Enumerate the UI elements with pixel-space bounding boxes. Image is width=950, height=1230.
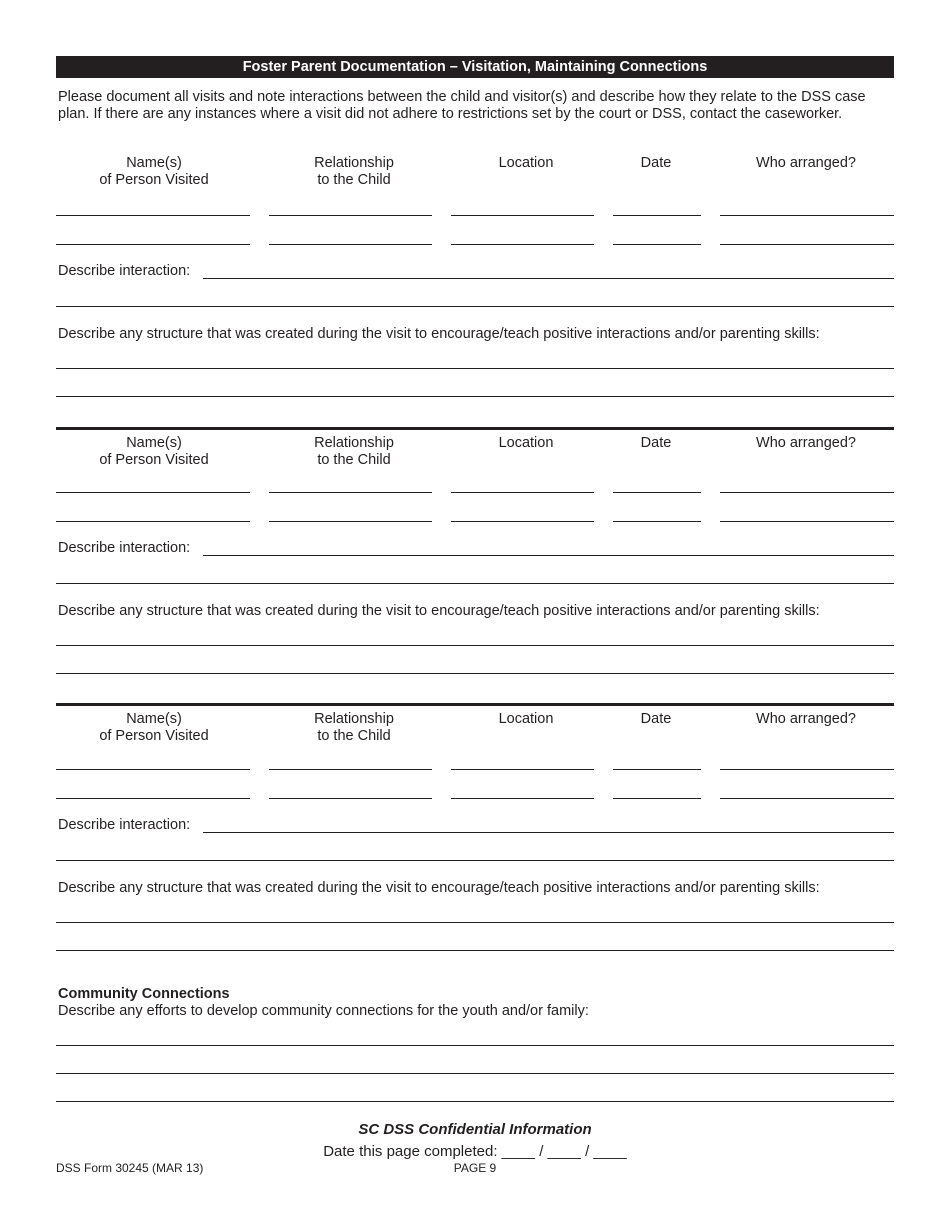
column-header-who-arranged: Who arranged? — [756, 711, 856, 727]
community-connections-heading: Community Connections — [58, 986, 230, 1002]
who-arranged-entry-line[interactable] — [720, 521, 894, 522]
describe-interaction-label: Describe interaction: — [58, 540, 191, 556]
interaction-entry-line[interactable] — [203, 278, 894, 279]
column-header-date: Date — [640, 435, 672, 451]
form-number: DSS Form 30245 (MAR 13) — [56, 1161, 204, 1175]
relationship-entry-line[interactable] — [269, 798, 432, 799]
location-entry-line[interactable] — [451, 521, 594, 522]
describe-interaction-label: Describe interaction: — [58, 817, 191, 833]
column-header-date: Date — [640, 711, 672, 727]
column-header-who-arranged: Who arranged? — [756, 435, 856, 451]
relationship-entry-line[interactable] — [269, 244, 432, 245]
form-page — [56, 0, 894, 1230]
date-entry-line[interactable] — [613, 798, 701, 799]
community-entry-line[interactable] — [56, 1045, 894, 1046]
interaction-entry-line[interactable] — [56, 860, 894, 861]
structure-entry-line[interactable] — [56, 645, 894, 646]
structure-entry-line[interactable] — [56, 396, 894, 397]
column-header-location: Location — [498, 155, 554, 171]
relationship-entry-line[interactable] — [269, 215, 432, 216]
name-entry-line[interactable] — [56, 769, 250, 770]
community-entry-line[interactable] — [56, 1101, 894, 1102]
instructions-text: Please document all visits and note interactions between the child and visitor(s) and describe how they relate to the DSS case plan. If there are any instances where a visit did not adhere to restrictions set by the court or DSS, contact the caseworker. — [58, 89, 866, 122]
visit-block-3 — [56, 703, 894, 976]
who-arranged-entry-line[interactable] — [720, 215, 894, 216]
name-entry-line[interactable] — [56, 798, 250, 799]
relationship-entry-line[interactable] — [269, 521, 432, 522]
location-entry-line[interactable] — [451, 769, 594, 770]
date-entry-line[interactable] — [613, 492, 701, 493]
name-entry-line[interactable] — [56, 521, 250, 522]
page-number: PAGE 9 — [453, 1161, 497, 1175]
date-entry-line[interactable] — [613, 215, 701, 216]
structure-entry-line[interactable] — [56, 368, 894, 369]
column-header-date: Date — [640, 155, 672, 171]
relationship-entry-line[interactable] — [269, 492, 432, 493]
structure-entry-line[interactable] — [56, 922, 894, 923]
date-entry-line[interactable] — [613, 244, 701, 245]
structure-entry-line[interactable] — [56, 950, 894, 951]
date-entry-line[interactable] — [613, 521, 701, 522]
column-header-name: Name(s) of Person Visited — [99, 155, 209, 188]
column-header-location: Location — [498, 435, 554, 451]
visit-block-2 — [56, 427, 894, 700]
name-entry-line[interactable] — [56, 244, 250, 245]
interaction-entry-line[interactable] — [203, 555, 894, 556]
location-entry-line[interactable] — [451, 244, 594, 245]
location-entry-line[interactable] — [451, 798, 594, 799]
location-entry-line[interactable] — [451, 492, 594, 493]
interaction-entry-line[interactable] — [56, 306, 894, 307]
visit-block-1 — [56, 155, 894, 425]
column-header-relationship: Relationship to the Child — [314, 435, 394, 468]
relationship-entry-line[interactable] — [269, 769, 432, 770]
name-entry-line[interactable] — [56, 492, 250, 493]
column-header-relationship: Relationship to the Child — [314, 711, 394, 744]
describe-interaction-label: Describe interaction: — [58, 263, 191, 279]
who-arranged-entry-line[interactable] — [720, 769, 894, 770]
column-header-name: Name(s) of Person Visited — [99, 711, 209, 744]
name-entry-line[interactable] — [56, 215, 250, 216]
column-header-who-arranged: Who arranged? — [756, 155, 856, 171]
describe-structure-label: Describe any structure that was created during the visit to encourage/teach positive interactions and/or parenting skills: — [58, 326, 820, 342]
interaction-entry-line[interactable] — [56, 583, 894, 584]
column-header-location: Location — [498, 711, 554, 727]
community-connections-instructions: Describe any efforts to develop community connections for the youth and/or family: — [58, 1003, 589, 1019]
column-header-relationship: Relationship to the Child — [314, 155, 394, 188]
interaction-entry-line[interactable] — [203, 832, 894, 833]
who-arranged-entry-line[interactable] — [720, 492, 894, 493]
form-title: Foster Parent Documentation – Visitation, Maintaining Connections — [56, 56, 894, 78]
confidential-notice: SC DSS Confidential Information — [358, 1121, 592, 1138]
column-header-name: Name(s) of Person Visited — [99, 435, 209, 468]
date-entry-line[interactable] — [613, 769, 701, 770]
who-arranged-entry-line[interactable] — [720, 798, 894, 799]
structure-entry-line[interactable] — [56, 673, 894, 674]
location-entry-line[interactable] — [451, 215, 594, 216]
describe-structure-label: Describe any structure that was created during the visit to encourage/teach positive interactions and/or parenting skills: — [58, 603, 820, 619]
community-entry-line[interactable] — [56, 1073, 894, 1074]
date-completed-field[interactable]: Date this page completed: ____ / ____ / ____ — [323, 1143, 627, 1160]
describe-structure-label: Describe any structure that was created during the visit to encourage/teach positive interactions and/or parenting skills: — [58, 880, 820, 896]
who-arranged-entry-line[interactable] — [720, 244, 894, 245]
